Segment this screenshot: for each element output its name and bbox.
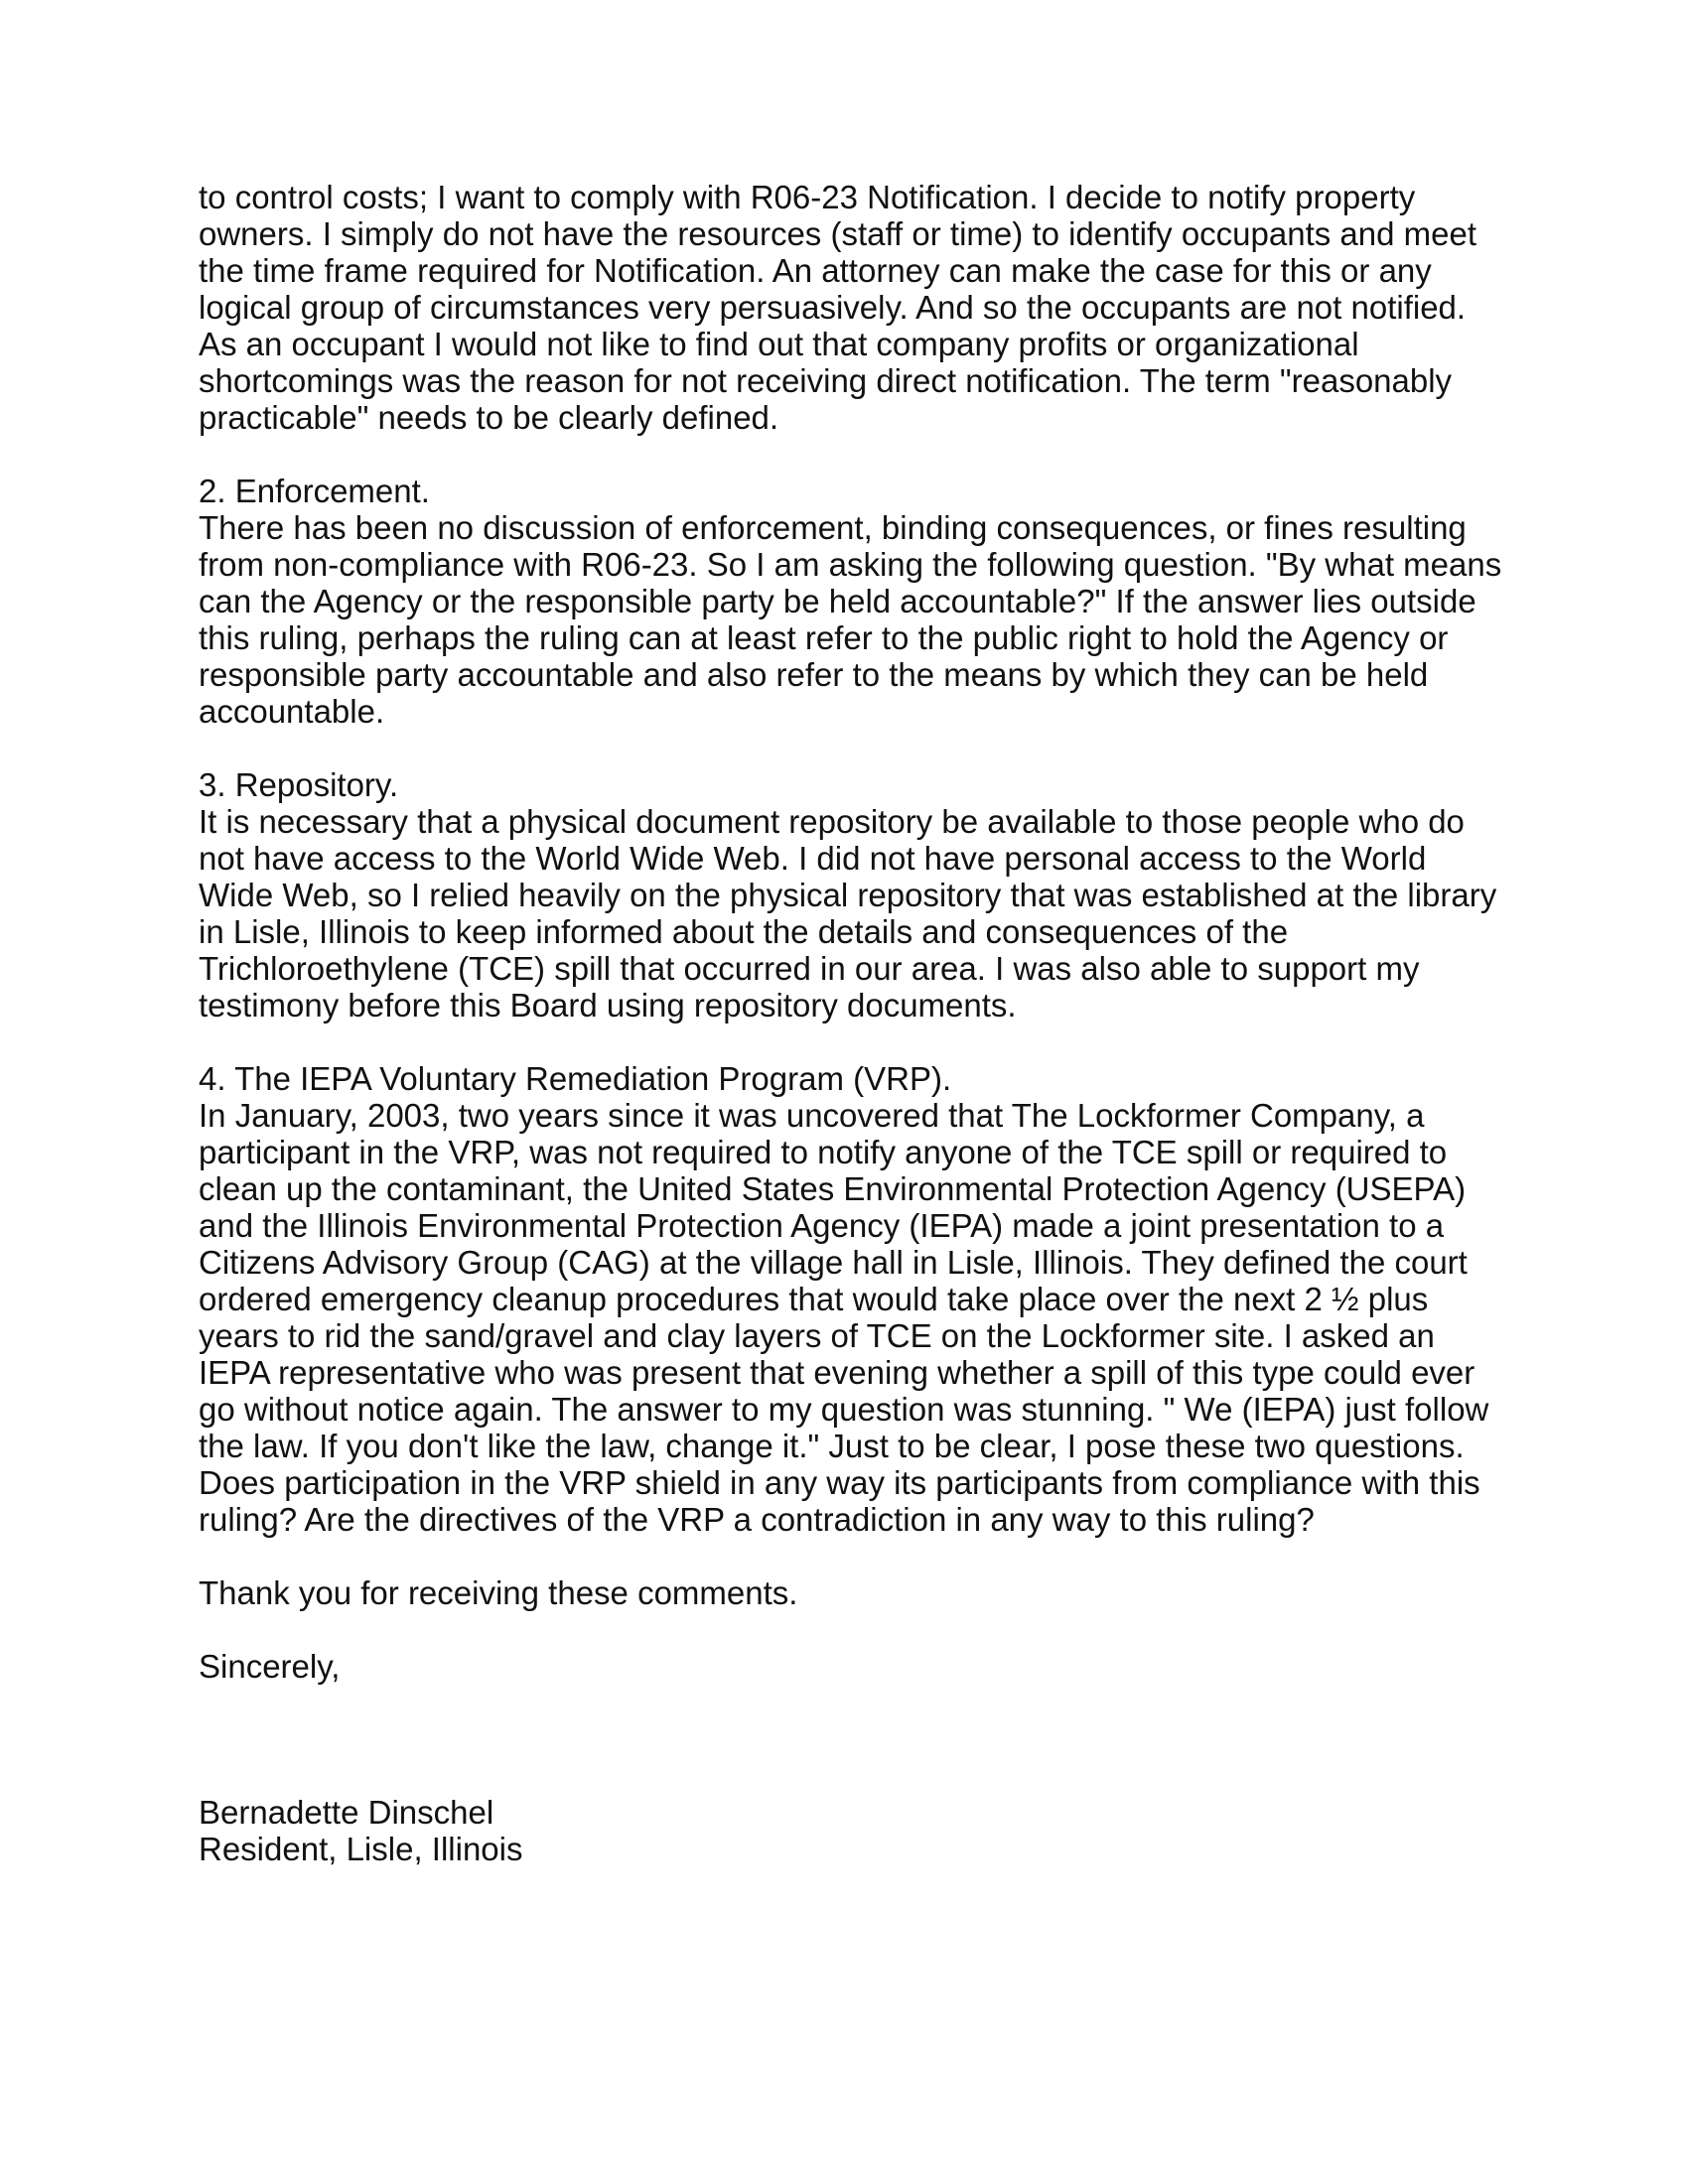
letter-body <box>199 179 1509 1867</box>
spacer <box>199 1024 1509 1060</box>
closing-salutation: Sincerely, <box>199 1648 341 1685</box>
section-heading-repository: 3. Repository. <box>199 766 399 803</box>
spacer <box>199 1611 1509 1648</box>
thanks-line: Thank you for receiving these comments. <box>199 1574 798 1611</box>
intro-paragraph: to control costs; I want to comply with R06-23 Notification. I decide to notify property owners. I simply do not have the resources (staff or time) to identify occupants and meet the time frame required for Notification. An attorney can make the case for this or any logical group of circumstances very persuasively. And so the occupants are not notified. As an occupant I would not like to find out that company profits or organizational shortcomings was the reason for not receiving direct notification. The term "reasonably practicable" needs to be clearly defined. <box>199 179 1477 436</box>
section-heading-enforcement: 2. Enforcement. <box>199 473 430 509</box>
spacer <box>199 730 1509 766</box>
section-body-vrp: In January, 2003, two years since it was uncovered that The Lockformer Company, a participant in the VRP, was not required to notify anyone of the TCE spill or required to clean up the contaminant, the United States Environmental Protection Agency (USEPA) and the Illinois Environmental Protection Agency (IEPA) made a joint presentation to a Citizens Advisory Group (CAG) at the village hall in Lisle, Illinois. They defined the court ordered emergency cleanup procedures that would take place over the next 2 ½ plus years to rid the sand/gravel and clay layers of TCE on the Lockformer site. I asked an IEPA representative who was present that evening whether a spill of this type could ever go without notice again. The answer to my question was stunning. " We (IEPA) just follow the law. If you don't like the law, change it." Just to be clear, I pose these two questions. Does participation in the VRP shield in any way its participants from compliance with this ruling? Are the directives of the VRP a contradiction in any way to this ruling? <box>199 1097 1489 1538</box>
signer-title: Resident, Lisle, Illinois <box>199 1831 523 1867</box>
spacer <box>199 436 1509 473</box>
section-heading-vrp: 4. The IEPA Voluntary Remediation Program (VRP). <box>199 1060 952 1097</box>
signature-space <box>199 1685 1509 1794</box>
section-body-enforcement: There has been no discussion of enforcement, binding consequences, or fines resulting from non-compliance with R06-23. So I am asking the following question. "By what means can the Agency or the responsible party be held accountable?" If the answer lies outside this ruling, perhaps the ruling can at least refer to the public right to hold the Agency or responsible party accountable and also refer to the means by which they can be held accountable. <box>199 509 1502 730</box>
section-body-repository: It is necessary that a physical document repository be available to those people who do not have access to the World Wide Web. I did not have personal access to the World Wide Web, so I relied heavily on the physical repository that was established at the library in Lisle, Illinois to keep informed about the details and consequences of the Trichloroethylene (TCE) spill that occurred in our area. I was also able to support my testimony before this Board using repository documents. <box>199 803 1497 1024</box>
signer-name: Bernadette Dinschel <box>199 1794 494 1831</box>
spacer <box>199 1538 1509 1574</box>
